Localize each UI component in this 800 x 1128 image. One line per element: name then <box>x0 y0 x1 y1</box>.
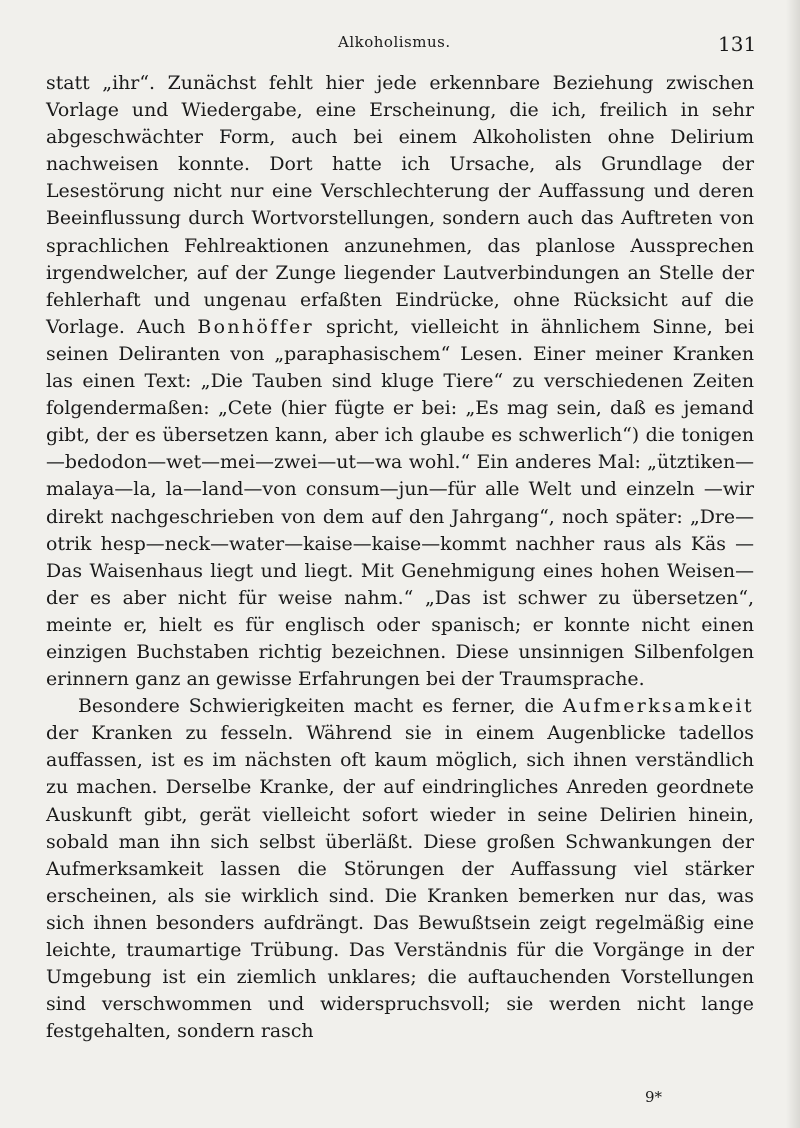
paragraph-1 <box>46 70 754 693</box>
paragraph-2-text-b: der Kranken zu fesseln. Während sie in einem Augenblicke tadellos auffassen, ist es im nächsten oft kaum möglich, sich ihnen verständlich zu machen. Derselbe Kranke, der auf eindringliches Anreden geordnete Auskunft gibt, gerät vielleicht sofort wieder in seine Delirien hinein, sobald man ihn sich selbst überläßt. Diese großen Schwankungen der Aufmerksamkeit lassen die Störungen der Auffassung viel stärker erscheinen, als sie wirklich sind. Die Kranken bemerken nur das, was sich ihnen besonders aufdrängt. Das Bewußtsein zeigt regelmäßig eine leichte, traumartige Trübung. Das Verständnis für die Vorgänge in der Umgebung ist ein ziemlich unklares; die auftauchenden Vorstellungen sind verschwommen und widerspruchsvoll; sie werden nicht lange festgehalten, sondern rasch <box>46 722 754 1043</box>
page-number: 131 <box>718 32 757 56</box>
body-text <box>46 70 754 1045</box>
author-name-spaced: Bonhöffer <box>197 315 315 338</box>
term-spaced: Aufmerksamkeit <box>562 695 754 718</box>
paragraph-2-text-a: Besondere Schwierigkeiten macht es ferner, die <box>78 695 563 718</box>
running-title: Alkoholismus. <box>338 33 451 51</box>
paragraph-1-text-a: statt „ihr“. Zunächst fehlt hier jede erkennbare Beziehung zwischen Vorlage und Wiedergabe, eine Erscheinung, die ich, freilich in sehr abgeschwächter Form, auch bei einem Alkoholisten ohne Delirium nachweisen konnte. Dort hatte ich Ursache, als Grundlage der Lesestörung nicht nur eine Verschlechterung der Auffassung und deren Beeinflussung durch Wortvorstellungen, sondern auch das Auftreten von sprachlichen Fehlreaktionen anzunehmen, das planlose Aussprechen irgendwelcher, auf der Zunge liegender Lautverbindungen an Stelle der fehlerhaft und ungenau erfaßten Eindrücke, ohne Rücksicht auf die Vorlage. Auch <box>46 72 754 338</box>
running-head <box>0 30 800 60</box>
paragraph-2 <box>46 693 754 1045</box>
paragraph-1-text-b: spricht, vielleicht in ähnlichem Sinne, bei seinen Deliranten von „paraphasischem“ Lesen. Einer meiner Kranken las einen Text: „Die Tauben sind kluge Tiere“ zu verschiedenen Zeiten folgendermaßen: „Cete (hier fügte er bei: „Es mag sein, daß es jemand gibt, der es übersetzen kann, aber ich glaube es schwerlich“) die tonigen—bedodon—wet—mei—zwei—ut—wa wohl.“ Ein anderes Mal: „ütztiken—malaya—la, la—land—von consum—jun—für alle Welt und einzeln —wir direkt nachgeschrieben von dem auf den Jahrgang“, noch später: „Dre—otrik hesp—neck—water—kaise—kaise—kommt nachher raus als Käs — Das Waisenhaus liegt und liegt. Mit Genehmigung eines hohen Weisen—der es aber nicht für weise nahm.“ „Das ist schwer zu übersetzen“, meinte er, hielt es für englisch oder spanisch; er konnte nicht einen einzigen Buchstaben richtig bezeichnen. Diese unsinnigen Silbenfolgen erinnern ganz an gewisse Erfahrungen bei der Traumsprache. <box>46 315 754 691</box>
printer-signature: 9* <box>645 1088 663 1106</box>
